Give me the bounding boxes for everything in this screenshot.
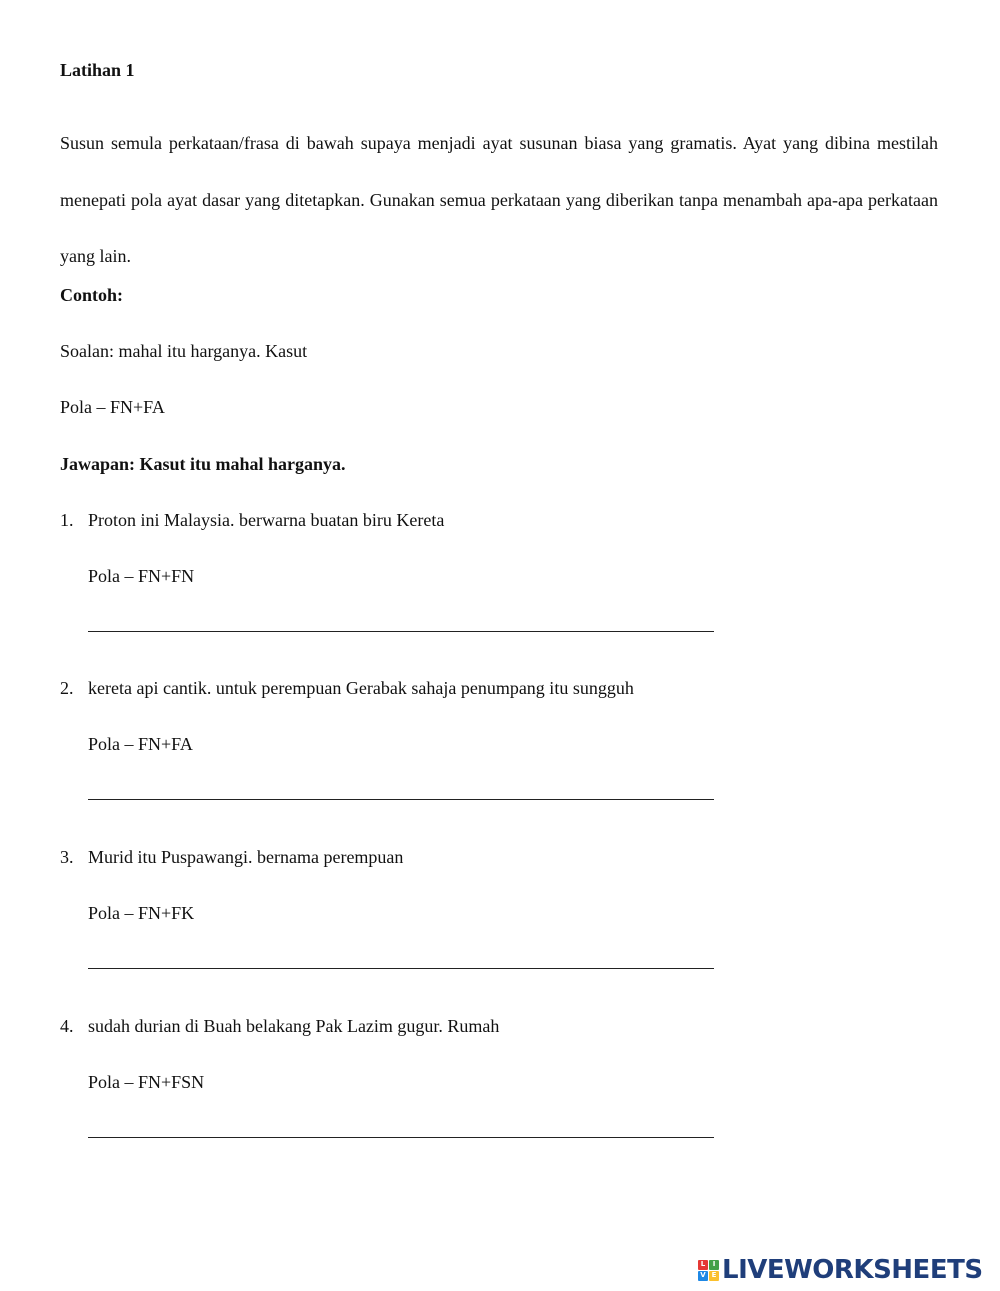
instruction-text: Susun semula perkataan/frasa di bawah supaya menjadi ayat susunan biasa yang gramatis. Ayat yang dibina mestilah menepati pola ayat dasar yang ditetapkan. Gunakan semua perkataan yang diberikan tanpa menambah apa-apa perkataan yang lain. — [60, 133, 938, 266]
question-number: 4. — [60, 1016, 74, 1036]
liveworksheets-logo — [698, 1255, 983, 1285]
question-number: 3. — [60, 847, 74, 867]
worksheet-title: Latihan 1 — [60, 60, 135, 80]
logo-text: LIVEWORKSHEETS — [722, 1255, 983, 1285]
logo-block-l: L — [698, 1260, 708, 1270]
answer-input-4[interactable] — [88, 1137, 714, 1138]
logo-block-v: V — [698, 1271, 708, 1281]
question-pattern: Pola – FN+FA — [88, 734, 193, 754]
answer-input-1[interactable] — [88, 631, 714, 632]
example-answer: Jawapan: Kasut itu mahal harganya. — [60, 454, 346, 474]
question-words: kereta api cantik. untuk perempuan Gerabak sahaja penumpang itu sungguh — [88, 678, 634, 698]
example-heading: Contoh: — [60, 285, 124, 305]
question-number: 2. — [60, 678, 74, 698]
question-words: Proton ini Malaysia. berwarna buatan biru Kereta — [88, 510, 445, 530]
example-question: Soalan: mahal itu harganya. Kasut — [60, 341, 308, 361]
example-pattern: Pola – FN+FA — [60, 397, 165, 417]
question-words: Murid itu Puspawangi. bernama perempuan — [88, 847, 404, 867]
logo-block-i: I — [709, 1260, 719, 1270]
live-blocks-icon — [698, 1260, 719, 1281]
logo-block-e: E — [709, 1271, 719, 1281]
question-number: 1. — [60, 510, 74, 530]
question-pattern: Pola – FN+FN — [88, 566, 195, 586]
question-pattern: Pola – FN+FSN — [88, 1072, 205, 1092]
answer-input-3[interactable] — [88, 968, 714, 969]
question-pattern: Pola – FN+FK — [88, 903, 195, 923]
question-words: sudah durian di Buah belakang Pak Lazim gugur. Rumah — [88, 1016, 500, 1036]
answer-input-2[interactable] — [88, 799, 714, 800]
